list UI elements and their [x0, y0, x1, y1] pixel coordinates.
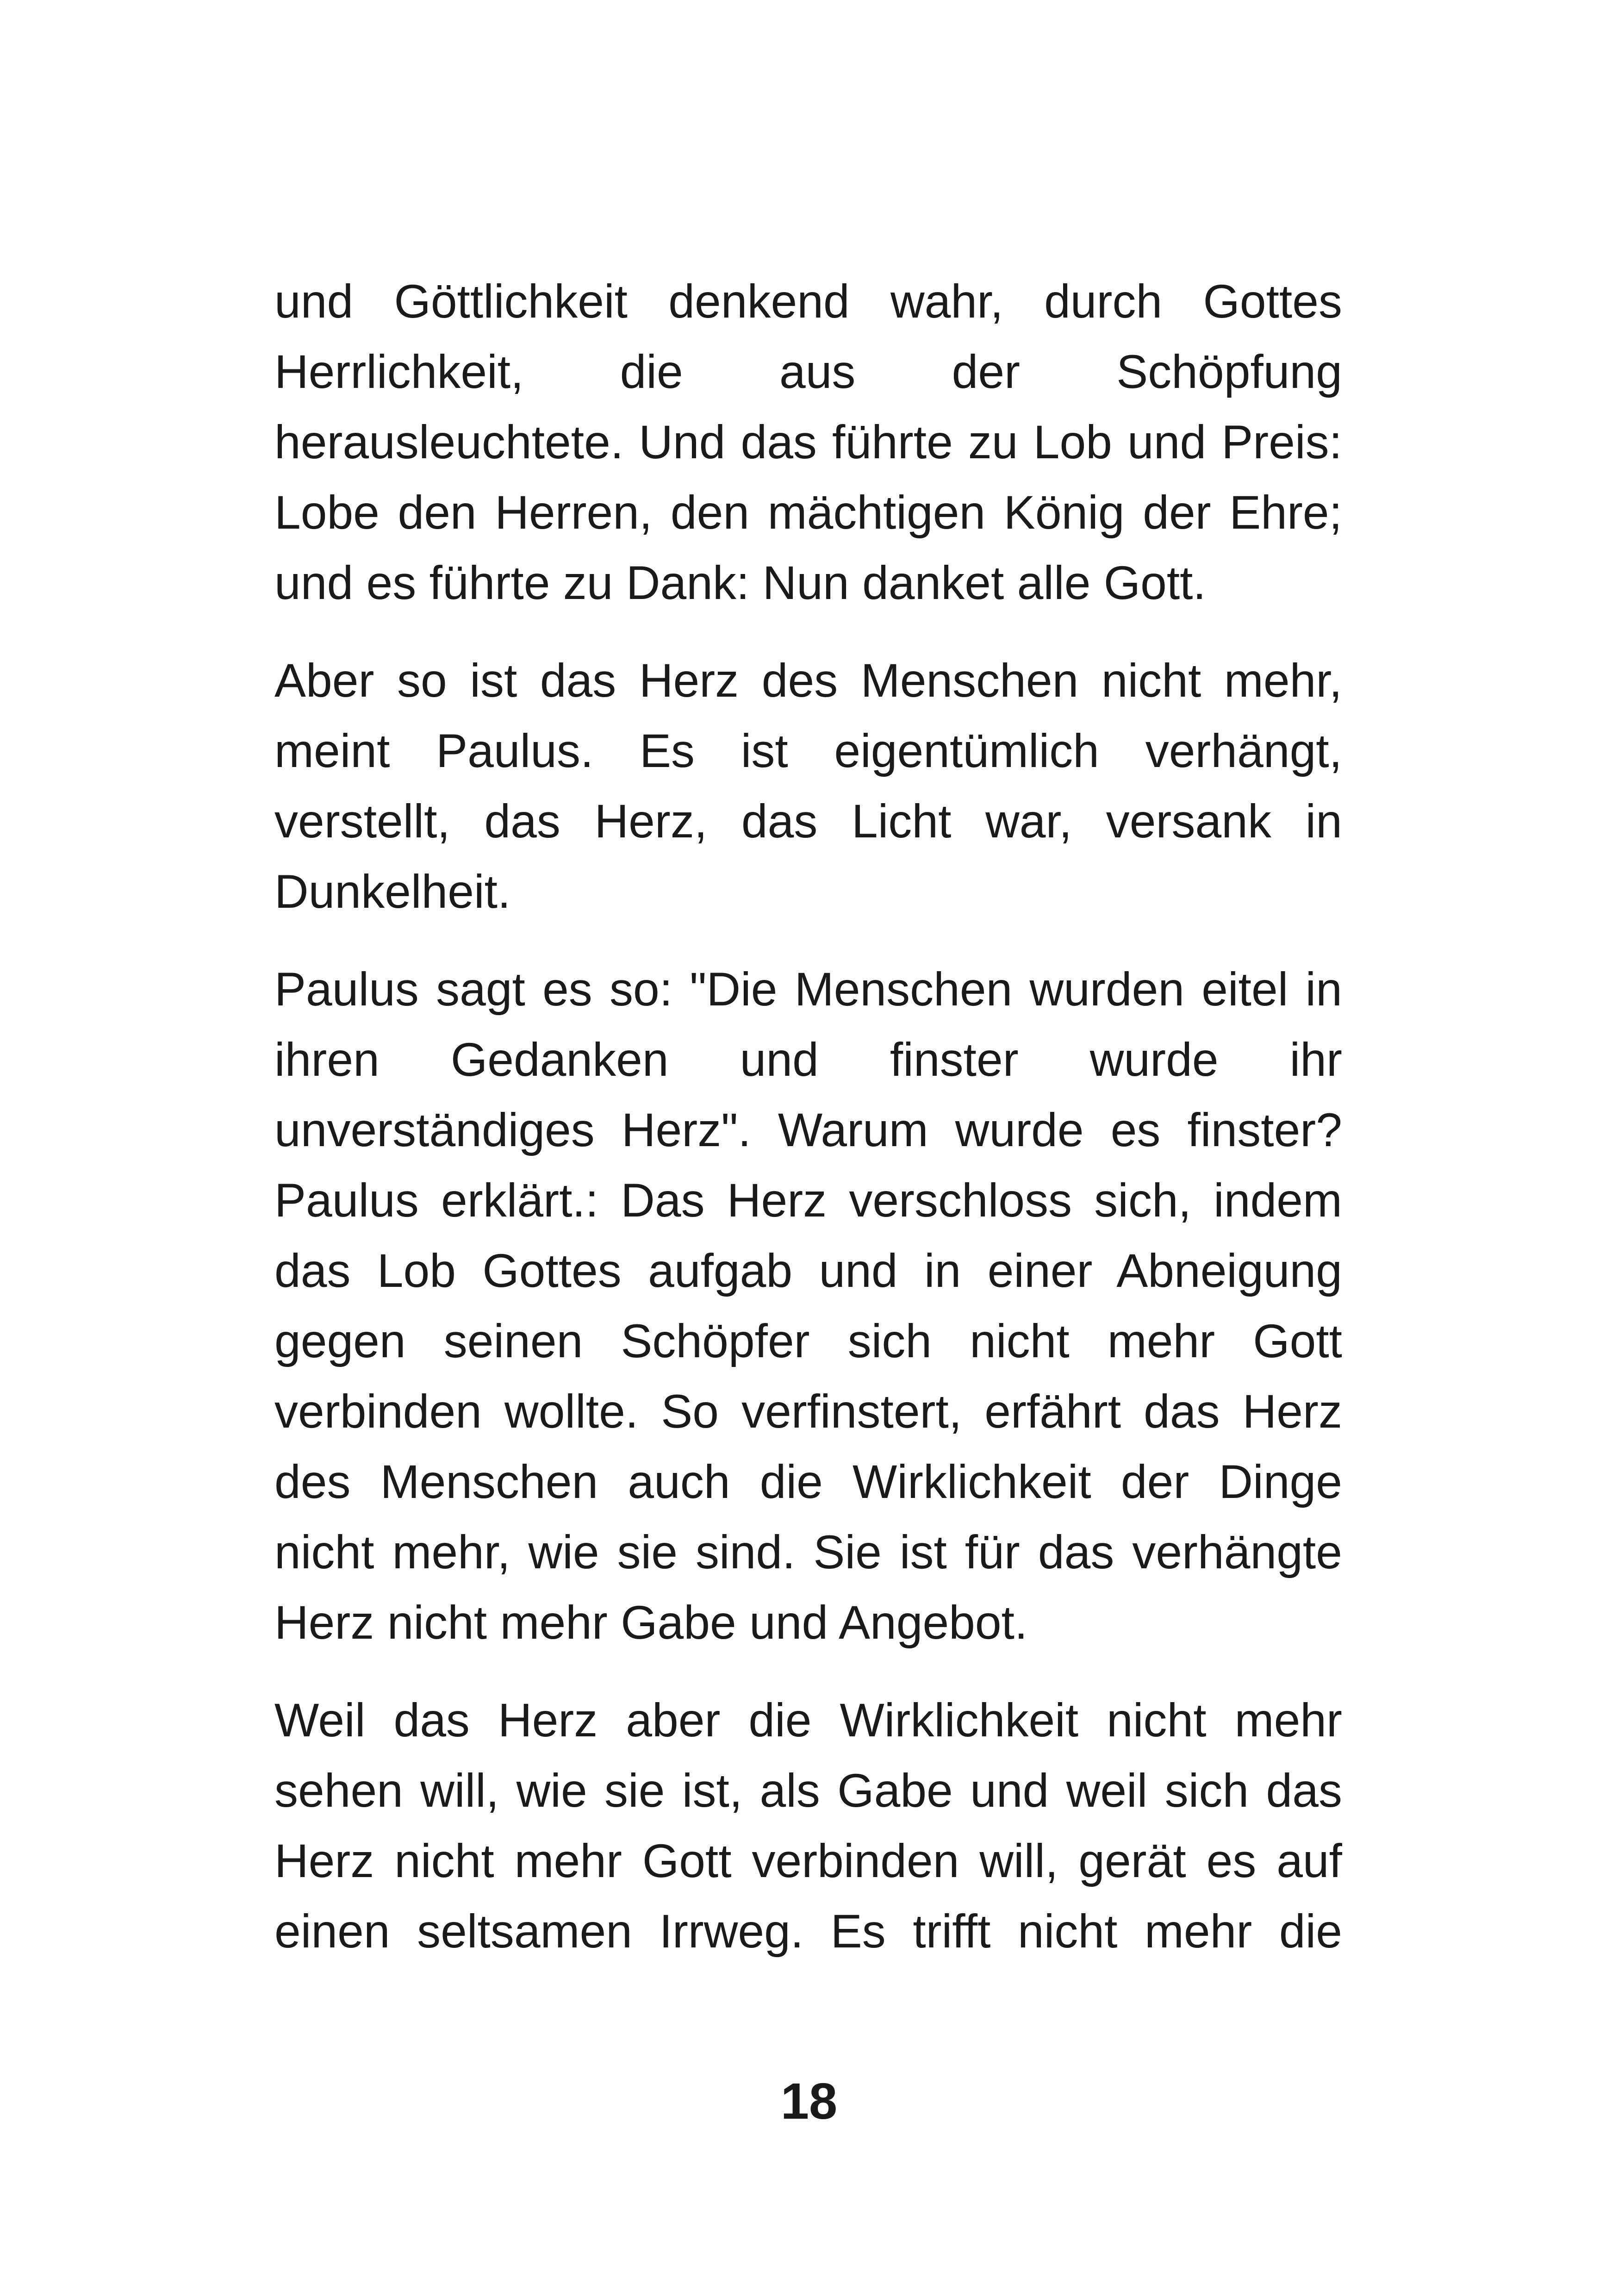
text-line: herausleuchtete. Und das führte zu Lob und Preis: — [274, 416, 1342, 468]
text-line: unverständiges Herz". Warum wurde es finster? — [274, 1104, 1342, 1156]
body-text — [274, 266, 1342, 1994]
text-line: und Göttlichkeit denkend wahr, durch Gottes — [274, 275, 1342, 328]
text-line: Lobe den Herren, den mächtigen König der Ehre; — [274, 486, 1342, 539]
text-line: Paulus erklärt.: Das Herz verschloss sich, indem — [274, 1174, 1342, 1227]
text-line: Herz nicht mehr Gott verbinden will, gerät es auf — [274, 1834, 1342, 1887]
text-line: Herrlichkeit, die aus der Schöpfung — [274, 345, 1342, 398]
text-line: meint Paulus. Es ist eigentümlich verhängt, — [274, 724, 1342, 777]
paragraph-2 — [274, 645, 1342, 927]
text-line: das Lob Gottes aufgab und in einer Abneigung — [274, 1244, 1342, 1297]
text-line: Herz nicht mehr Gabe und Angebot. — [274, 1596, 1028, 1649]
paragraph-4 — [274, 1685, 1342, 1966]
page-number: 18 — [780, 2073, 838, 2130]
text-line: und es führte zu Dank: Nun danket alle Gott. — [274, 556, 1206, 609]
text-line: sehen will, wie sie ist, als Gabe und weil sich das — [274, 1764, 1342, 1817]
text-line: gegen seinen Schöpfer sich nicht mehr Gott — [274, 1315, 1342, 1367]
text-line: einen seltsamen Irrweg. Es trifft nicht mehr die — [274, 1905, 1342, 1958]
paragraph-1 — [274, 266, 1342, 618]
text-line: Paulus sagt es so: "Die Menschen wurden eitel in — [274, 963, 1342, 1016]
text-line: des Menschen auch die Wirklichkeit der Dinge — [274, 1455, 1342, 1508]
text-line: Weil das Herz aber die Wirklichkeit nicht mehr — [274, 1694, 1342, 1747]
text-line: ihren Gedanken und finster wurde ihr — [274, 1033, 1342, 1086]
text-line: verbinden wollte. So verfinstert, erfährt das Herz — [274, 1385, 1342, 1438]
text-line: Aber so ist das Herz des Menschen nicht mehr, — [274, 654, 1342, 707]
text-line: Dunkelheit. — [274, 865, 511, 918]
text-line: verstellt, das Herz, das Licht war, versank in — [274, 795, 1342, 848]
paragraph-3 — [274, 954, 1342, 1658]
text-line: nicht mehr, wie sie sind. Sie ist für das verhängte — [274, 1526, 1342, 1578]
